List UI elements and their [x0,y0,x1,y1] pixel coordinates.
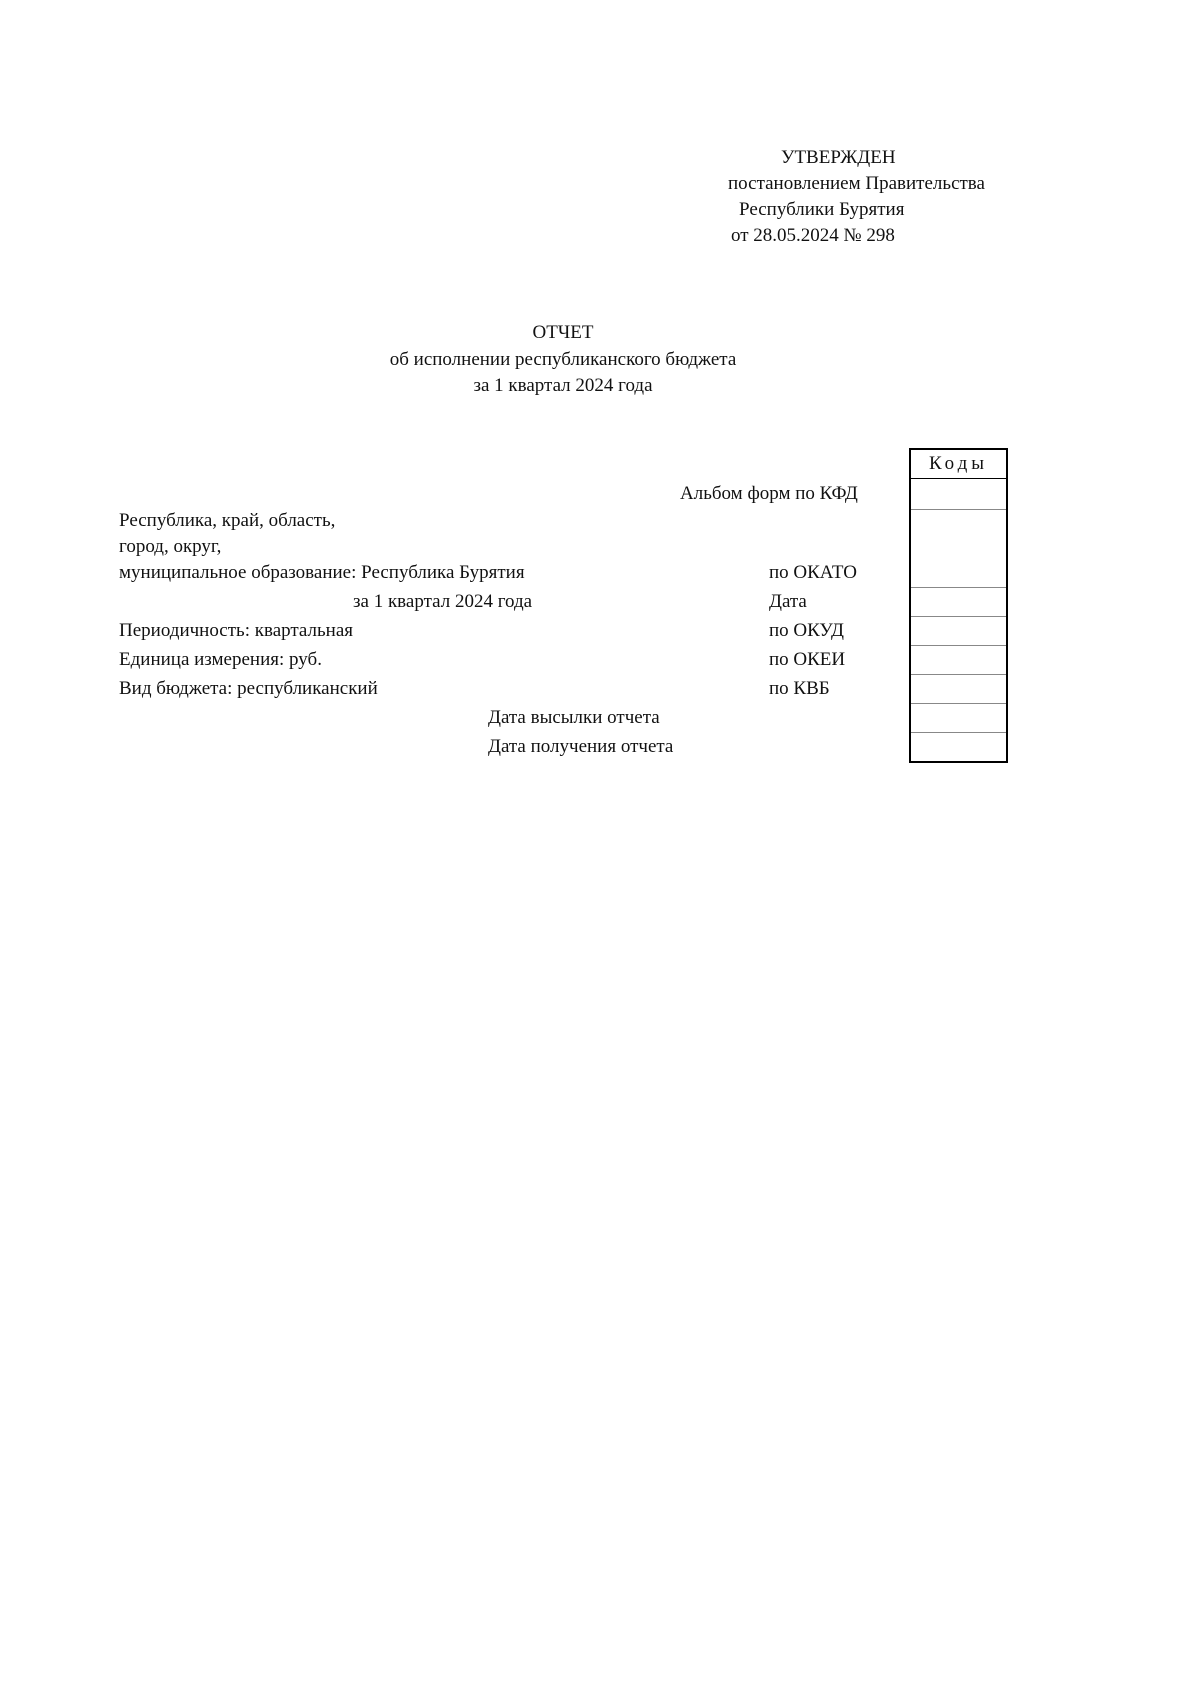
code-cell-kfd [911,479,1006,509]
code-cell-okud [911,616,1006,645]
period-text: за 1 квартал 2024 года [353,591,533,612]
approval-line-decree: постановлением Правительства [728,173,985,194]
code-label-date: Дата [769,591,807,612]
code-label-kvb: по КВБ [769,678,830,699]
code-cell-okei [911,645,1006,674]
approval-line-date: от 28.05.2024 № 298 [731,225,895,246]
region-line-3: муниципальное образование: Республика Бурятия [119,562,525,583]
region-line-1: Республика, край, область, [119,510,336,531]
approval-line-republic: Республики Бурятия [739,199,905,220]
approval-title: УТВЕРЖДЕН [781,147,896,168]
unit-of-measure: Единица измерения: руб. [119,649,322,670]
region-line-2: город, округ, [119,536,222,557]
report-period: за 1 квартал 2024 года [473,375,653,396]
codes-header: Коды [911,450,1006,479]
code-cell-kvb [911,674,1006,703]
code-cell-okato [911,509,1006,587]
send-date-label: Дата высылки отчета [488,707,660,728]
report-title: ОТЧЕТ [532,322,594,343]
report-subtitle: об исполнении республиканского бюджета [389,349,737,370]
code-label-okud: по ОКУД [769,620,844,641]
codes-table [909,448,1008,763]
receive-date-label: Дата получения отчета [488,736,674,757]
code-label-okei: по ОКЕИ [769,649,846,670]
budget-type: Вид бюджета: республиканский [119,678,378,699]
album-label: Альбом форм по КФД [680,483,858,504]
periodicity: Периодичность: квартальная [119,620,353,641]
code-cell-send-date [911,703,1006,732]
code-label-okato: по ОКАТО [769,562,857,583]
code-cell-receive-date [911,732,1006,761]
code-cell-date [911,587,1006,616]
